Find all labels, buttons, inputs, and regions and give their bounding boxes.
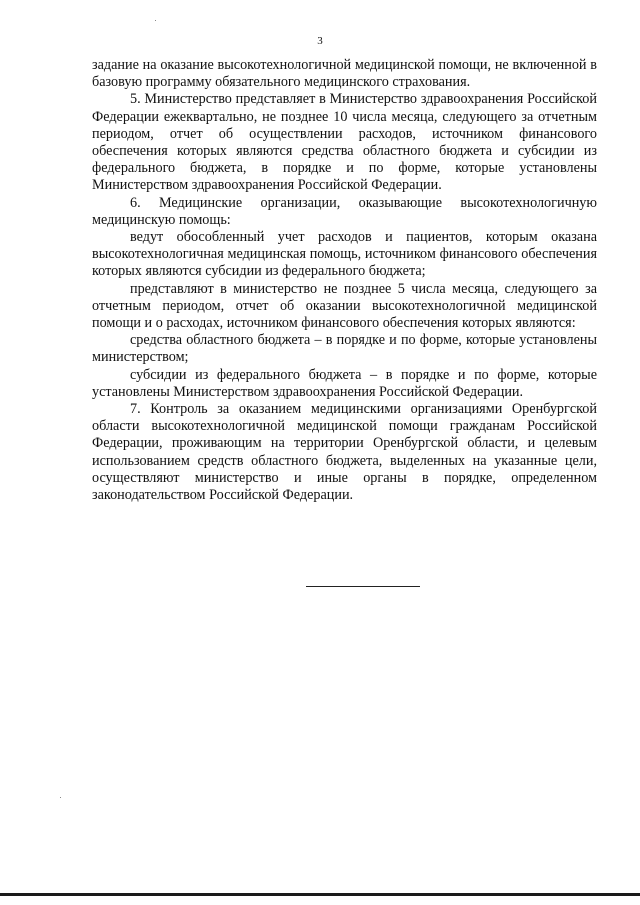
scan-bottom-edge (0, 893, 640, 896)
paragraph-6-clause-report: представляют в министерство не позднее 5 числа месяца, следующего за отчетным периодом, отчет об оказании высокотехнологичной медицинской помощи и о расходах, источником финансового обеспечения которых являются: (92, 280, 597, 332)
document-body (92, 57, 597, 504)
paragraph-6-clause-accounting: ведут обособленный учет расходов и пациентов, которым оказана высокотехнологичная медицинская помощь, источником финансового обеспечения которых являются субсидии из федерального бюджета; (92, 229, 597, 280)
paragraph-6-subclause-regional-budget: средства областного бюджета – в порядке и по форме, которые установлены министерством; (92, 332, 597, 366)
scan-speck (155, 20, 156, 21)
paragraph-item-7: 7. Контроль за оказанием медицинскими организациями Оренбургской области высокотехнологичной медицинской помощи гражданам Российской Федерации, проживающим на территории Оренбургской области, и целевым использованием средств областного бюджета, выделенных на указанные цели, осуществляют министерство и иные органы в порядке, определенном законодательством Российской Федерации. (92, 401, 597, 504)
end-of-text-rule (306, 586, 420, 587)
paragraph-item-6: 6. Медицинские организации, оказывающие высокотехнологичную медицинскую помощь: (92, 194, 597, 228)
paragraph-continuation: задание на оказание высокотехнологичной медицинской помощи, не включенной в базовую программу обязательного медицинского страхования. (92, 57, 597, 91)
paragraph-item-5: 5. Министерство представляет в Министерство здравоохранения Российской Федерации ежеквартально, не позднее 10 числа месяца, следующего за отчетным периодом, отчет об осуществлении расходов, источником финансового обеспечения которых являются средства областного бюджета и субсидии из федерального бюджета, в порядке и по форме, которые установлены Министерством здравоохранения Российской Федерации. (92, 91, 597, 194)
page-number: 3 (317, 35, 323, 47)
scan-speck (60, 797, 61, 798)
paragraph-6-subclause-federal-subsidies: субсидии из федерального бюджета – в порядке и по форме, которые установлены Министерством здравоохранения Российской Федерации. (92, 366, 597, 400)
